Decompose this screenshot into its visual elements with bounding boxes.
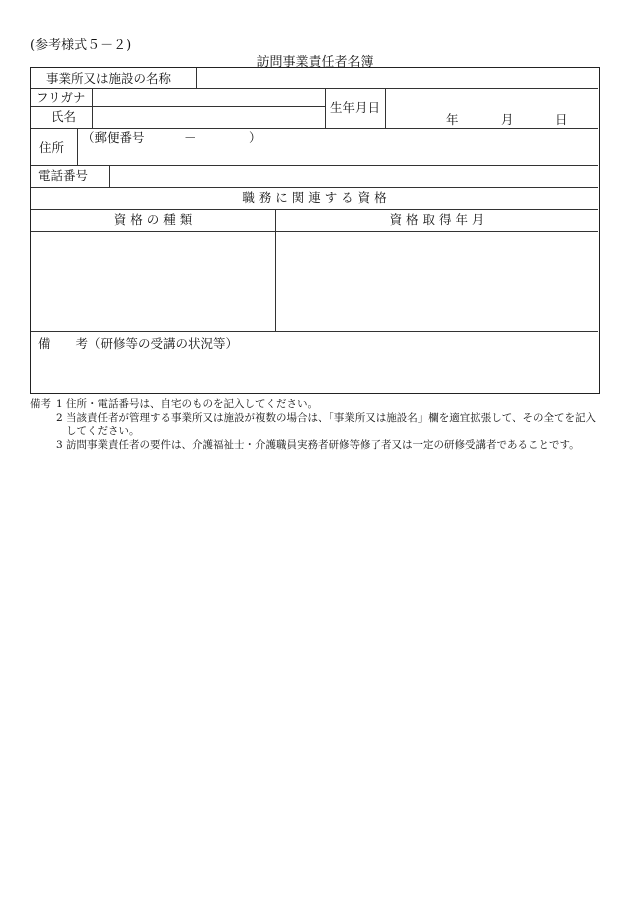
birthdate-label: 生年月日	[330, 100, 381, 115]
day-label: 日	[555, 112, 568, 127]
notes-heading: 備考	[30, 398, 51, 410]
birthdate-field[interactable]	[386, 88, 598, 128]
month-label: 月	[501, 112, 514, 127]
note-number: 2	[56, 411, 63, 424]
note-number: 3	[56, 438, 63, 451]
postal-dash: －	[184, 130, 197, 145]
note-item	[30, 398, 602, 412]
remarks-field[interactable]	[31, 352, 598, 392]
qualification-date-header: 資 格 取 得 年 月	[389, 212, 485, 227]
reference-form-label: (参考様式５－２)	[30, 38, 132, 53]
note-item	[30, 412, 602, 439]
name-field[interactable]	[93, 107, 325, 128]
remarks-label: 備 考（研修等の受講の状況等）	[38, 336, 239, 351]
facility-name-field[interactable]	[197, 68, 597, 88]
note-text: 訪問事業責任者の要件は、介護福祉士・介護職員実務者研修等修了者又は一定の研修受講者であることです。	[66, 438, 580, 451]
qualification-type-field[interactable]	[31, 232, 275, 331]
note-item	[30, 439, 602, 453]
registry-form	[30, 67, 600, 394]
address-label: 住所	[39, 140, 65, 155]
postal-code-label: （郵便番号	[82, 130, 145, 145]
note-number: 1	[56, 398, 63, 410]
address-field[interactable]	[78, 128, 598, 165]
qualification-date-field[interactable]	[276, 232, 598, 331]
year-label: 年	[446, 112, 459, 127]
name-label: 氏名	[51, 109, 77, 124]
furigana-field[interactable]	[93, 88, 325, 106]
note-text: 住所・電話番号は、自宅のものを記入してください。	[66, 398, 318, 410]
qualification-header: 職 務 に 関 連 す る 資 格	[242, 190, 387, 205]
postal-close: ）	[249, 130, 262, 145]
furigana-label: フリガナ	[36, 90, 86, 105]
page-title: 訪問事業責任者名簿	[256, 55, 374, 70]
qualification-type-header: 資 格 の 種 類	[113, 212, 193, 227]
notes-section	[30, 398, 602, 452]
phone-field[interactable]	[110, 165, 598, 187]
note-text: 当該責任者が管理する事業所又は施設が複数の場合は、「事業所又は施設名」欄を適宜拡張して、その全てを記入してください。	[66, 411, 597, 437]
facility-name-label: 事業所又は施設の名称	[46, 71, 172, 86]
phone-label: 電話番号	[38, 168, 89, 183]
